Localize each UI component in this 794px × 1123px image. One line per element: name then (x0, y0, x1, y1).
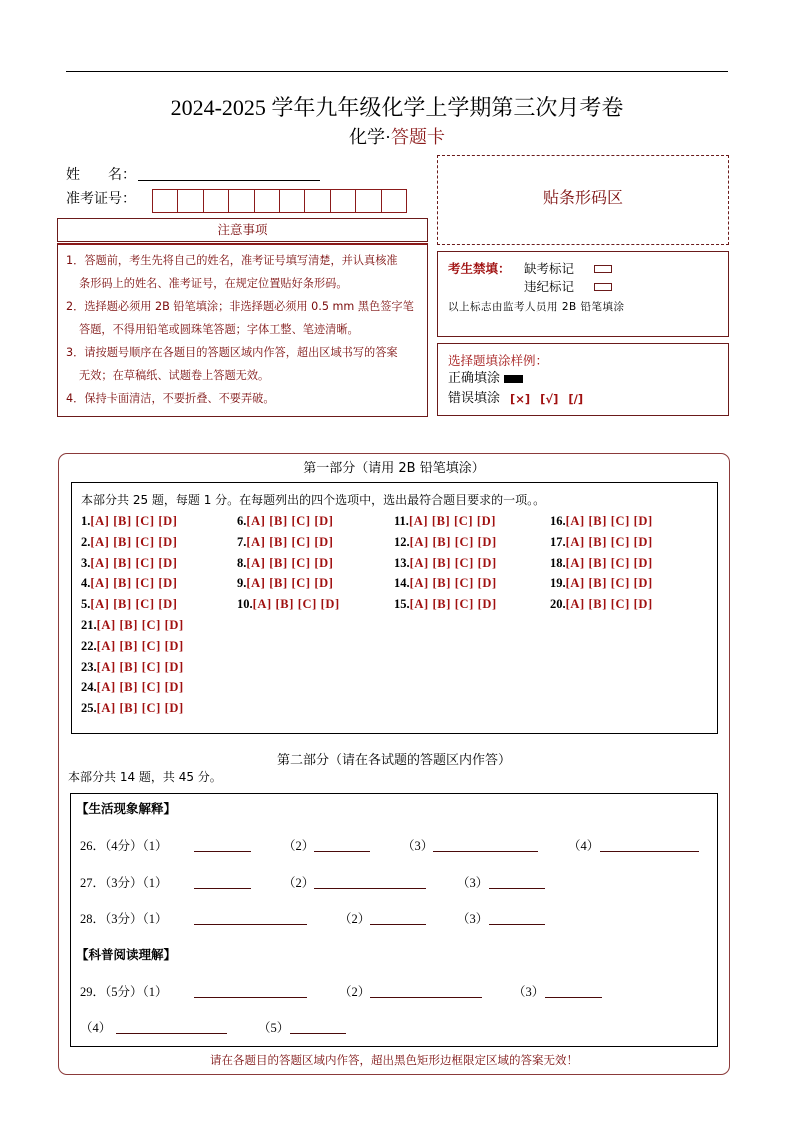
sample-title: 选择题填涂样例： (448, 353, 549, 368)
id-number-boxes (152, 189, 406, 213)
id-digit-box[interactable] (254, 189, 280, 213)
note-item: 2．选择题必须用 2B 铅笔填涂；非选择题必须用 0.5 mm 黑色签字笔 答题，不得用铅笔或圆珠笔答题；字体工整、笔迹清晰。 (66, 300, 414, 336)
answer-blank[interactable] (314, 851, 370, 852)
choice-question[interactable]: 15.[A] [B] [C] [D] (394, 597, 497, 611)
id-digit-box[interactable] (203, 189, 229, 213)
choice-question[interactable]: 4.[A] [B] [C] [D] (81, 576, 178, 590)
exam-subtitle (0, 123, 794, 149)
choice-question[interactable]: 11.[A] [B] [C] [D] (394, 514, 497, 528)
exam-title: 2024-2025 学年九年级化学上学期第三次月考卷 (170, 95, 624, 120)
answer-blank[interactable] (545, 997, 602, 998)
subtitle-subject: 化学· (349, 127, 391, 147)
wrong-mark-x: [×] (510, 392, 531, 406)
forbidden-title: 考生禁填： (448, 261, 511, 276)
part1-title: 第一部分（请用 2B 铅笔填涂） (303, 461, 485, 476)
violation-mark-box[interactable] (594, 283, 612, 291)
choice-question[interactable]: 21.[A] [B] [C] [D] (81, 618, 184, 632)
choice-question[interactable]: 20.[A] [B] [C] [D] (550, 597, 653, 611)
choice-question[interactable]: 25.[A] [B] [C] [D] (81, 701, 184, 715)
barcode-area: 贴条形码区 (437, 155, 729, 245)
choice-question[interactable]: 23.[A] [B] [C] [D] (81, 660, 184, 674)
answer-blank[interactable] (489, 888, 545, 889)
choice-question[interactable]: 17.[A] [B] [C] [D] (550, 535, 653, 549)
notes-box (57, 243, 428, 417)
answer-blank[interactable] (194, 997, 307, 998)
choice-question[interactable]: 7.[A] [B] [C] [D] (237, 535, 334, 549)
part2-instruction: 本部分共 14 题，共 45 分。 (68, 770, 222, 784)
choice-question[interactable]: 12.[A] [B] [C] [D] (394, 535, 497, 549)
note-item: 1．答题前，考生先将自己的姓名，准考证号填写清楚，并认真核准 条形码上的姓名、准考证号，在规定位置贴好条形码。 (66, 254, 398, 290)
answer-blank[interactable] (194, 851, 251, 852)
answer-blank[interactable] (116, 1033, 227, 1034)
id-digit-box[interactable] (355, 189, 381, 213)
wrong-fill-label: 错误填涂 (448, 391, 501, 406)
correct-fill-label: 正确填涂 (448, 371, 501, 386)
id-digit-box[interactable] (304, 189, 330, 213)
section-science-reading: 【科普阅读理解】 (76, 947, 177, 962)
forbidden-marks-box (437, 251, 729, 337)
choice-question[interactable]: 5.[A] [B] [C] [D] (81, 597, 178, 611)
name-field[interactable] (138, 180, 320, 181)
choice-question[interactable]: 19.[A] [B] [C] [D] (550, 576, 653, 590)
name-label: 姓 名： (66, 167, 136, 183)
top-rule (66, 71, 728, 72)
part2-title: 第二部分（请在各试题的答题区内作答） (276, 753, 511, 768)
id-digit-box[interactable] (177, 189, 203, 213)
subtitle-card: 答题卡 (391, 127, 445, 147)
choice-question[interactable]: 13.[A] [B] [C] [D] (394, 556, 497, 570)
choice-question[interactable]: 3.[A] [B] [C] [D] (81, 556, 178, 570)
choice-question[interactable]: 18.[A] [B] [C] [D] (550, 556, 653, 570)
choice-question[interactable]: 10.[A] [B] [C] [D] (237, 597, 340, 611)
violation-label: 违纪标记 (524, 279, 575, 294)
answer-blank[interactable] (290, 1033, 346, 1034)
wrong-mark-check: [√] (540, 392, 559, 406)
answer-blank[interactable] (600, 851, 699, 852)
answer-blank[interactable] (194, 924, 307, 925)
answer-blank[interactable] (489, 924, 545, 925)
note-item: 3．请按题号顺序在各题目的答题区域内作答，超出区域书写的答案 无效；在草稿纸、试题卷上答题无效。 (66, 346, 398, 382)
choice-question[interactable]: 16.[A] [B] [C] [D] (550, 514, 653, 528)
choice-question[interactable]: 8.[A] [B] [C] [D] (237, 556, 334, 570)
choice-question[interactable]: 22.[A] [B] [C] [D] (81, 639, 184, 653)
answer-blank[interactable] (194, 888, 251, 889)
absent-mark-box[interactable] (594, 265, 612, 273)
absent-label: 缺考标记 (524, 261, 575, 276)
id-digit-box[interactable] (330, 189, 356, 213)
choice-question[interactable]: 14.[A] [B] [C] [D] (394, 576, 497, 590)
id-digit-box[interactable] (279, 189, 305, 213)
id-digit-box[interactable] (381, 189, 407, 213)
choice-question[interactable]: 2.[A] [B] [C] [D] (81, 535, 178, 549)
choice-question[interactable]: 24.[A] [B] [C] [D] (81, 680, 184, 694)
choice-question[interactable]: 6.[A] [B] [C] [D] (237, 514, 334, 528)
filled-mark-sample (504, 375, 523, 383)
forbidden-note: 以上标志由监考人员用 2B 铅笔填涂 (448, 301, 625, 313)
section-life-phenomena: 【生活现象解释】 (76, 801, 177, 816)
note-item: 4．保持卡面清洁，不要折叠、不要弄破。 (66, 392, 275, 405)
choice-question[interactable]: 1.[A] [B] [C] [D] (81, 514, 178, 528)
answer-blank[interactable] (433, 851, 538, 852)
id-digit-box[interactable] (228, 189, 254, 213)
answer-blank[interactable] (370, 997, 482, 998)
choice-question[interactable]: 9.[A] [B] [C] [D] (237, 576, 334, 590)
id-label: 准考证号： (66, 191, 136, 207)
footer-warning: 请在各题目的答题区域内作答，超出黑色矩形边框限定区域的答案无效！ (210, 1053, 578, 1067)
id-digit-box[interactable] (152, 189, 178, 213)
part1-instruction: 本部分共 25 题，每题 1 分。在每题列出的四个选项中，选出最符合题目要求的一项。。 (81, 493, 546, 507)
wrong-mark-slash: [/] (568, 392, 584, 406)
answer-blank[interactable] (370, 924, 426, 925)
notes-header: 注意事项 (57, 218, 428, 242)
answer-blank[interactable] (314, 888, 426, 889)
fill-sample-box (437, 343, 729, 416)
